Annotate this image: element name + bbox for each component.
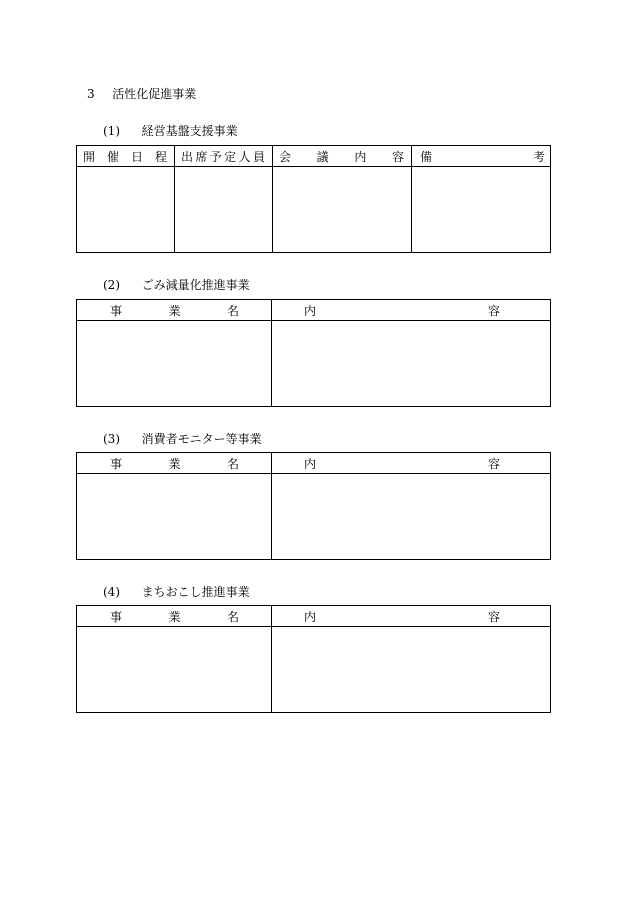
subsection-2-heading [103, 276, 250, 293]
subsection-3-title: 消費者モニター等事業 [141, 432, 262, 446]
char: 容 [487, 456, 500, 471]
char: 席 [195, 149, 208, 164]
char: 内 [304, 303, 317, 318]
header-date [77, 146, 175, 167]
header-content [272, 300, 551, 321]
char: 予 [209, 149, 222, 164]
char: 業 [168, 609, 181, 624]
waste-reduction-table [76, 299, 551, 407]
management-support-table [76, 145, 551, 253]
char: 名 [226, 609, 239, 624]
header-project-name [77, 300, 272, 321]
char: 事 [110, 609, 123, 624]
char: 開 [83, 149, 96, 164]
cell-project-name [77, 474, 272, 560]
cell-content [272, 474, 551, 560]
cell-remarks [412, 167, 551, 253]
char: 業 [168, 303, 181, 318]
char: 日 [130, 149, 143, 164]
consumer-monitor-table [76, 452, 551, 560]
char: 催 [106, 149, 119, 164]
char: 員 [252, 149, 265, 164]
header-meeting-content [273, 146, 412, 167]
section-title: 活性化促進事業 [112, 87, 197, 101]
char: 容 [487, 609, 500, 624]
char: 容 [487, 303, 500, 318]
subsection-2-marker: (2) [103, 278, 120, 292]
cell-date [77, 167, 175, 253]
char: 内 [304, 456, 317, 471]
header-attendees [175, 146, 273, 167]
header-content [272, 453, 551, 474]
char: 名 [226, 456, 239, 471]
char: 名 [226, 303, 239, 318]
subsection-2-title: ごみ減量化推進事業 [141, 278, 250, 292]
subsection-3-heading [103, 430, 262, 447]
town-revitalization-table [76, 605, 551, 713]
section-heading [87, 85, 196, 102]
cell-meeting-content [273, 167, 412, 253]
subsection-1-heading [103, 122, 238, 139]
cell-content [272, 627, 551, 713]
char: 出 [181, 149, 194, 164]
char: 内 [304, 609, 317, 624]
char: 事 [110, 456, 123, 471]
subsection-1-title: 経営基盤支援事業 [141, 124, 238, 138]
header-remarks [412, 146, 551, 167]
char: 人 [238, 149, 251, 164]
subsection-1-marker: (1) [103, 124, 120, 138]
section-number: 3 [87, 87, 95, 101]
char: 容 [391, 149, 404, 164]
char: 業 [168, 456, 181, 471]
char: 備 [420, 149, 433, 164]
char: 議 [316, 149, 329, 164]
header-project-name [77, 453, 272, 474]
header-project-name [77, 606, 272, 627]
char: 会 [279, 149, 292, 164]
subsection-4-heading [103, 583, 250, 600]
char: 定 [224, 149, 237, 164]
cell-project-name [77, 627, 272, 713]
char: 内 [354, 149, 367, 164]
subsection-4-title: まちおこし推進事業 [141, 585, 250, 599]
cell-attendees [175, 167, 273, 253]
subsection-3-marker: (3) [103, 432, 120, 446]
cell-content [272, 321, 551, 407]
header-content [272, 606, 551, 627]
subsection-4-marker: (4) [103, 585, 120, 599]
char: 事 [110, 303, 123, 318]
char: 程 [154, 149, 167, 164]
cell-project-name [77, 321, 272, 407]
char: 考 [532, 149, 545, 164]
